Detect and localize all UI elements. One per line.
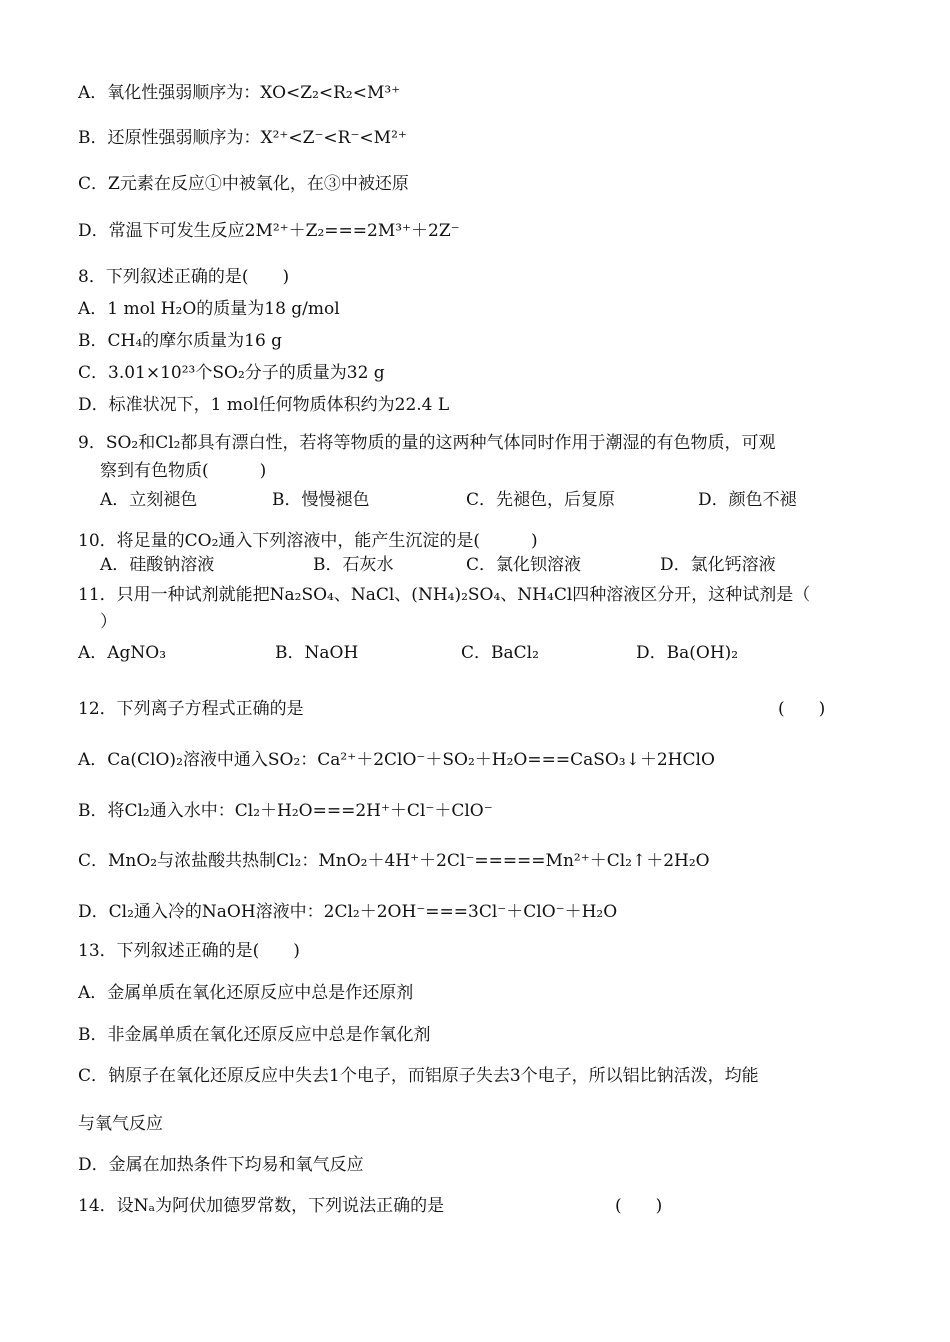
q11-option-a: A．AgNO₃: [78, 643, 167, 663]
q12-option-c: C．MnO₂与浓盐酸共热制Cl₂：MnO₂＋4H⁺＋2Cl⁻=====Mn²⁺＋Cl₂↑＋2H₂O: [78, 851, 710, 871]
q9-option-b: B．慢慢褪色: [272, 490, 370, 510]
q7-option-a: A．氧化性强弱顺序为：XO<Z₂<R₂<M³⁺: [78, 83, 401, 103]
q12-option-b: B．将Cl₂通入水中：Cl₂＋H₂O===2H⁺＋Cl⁻＋ClO⁻: [78, 801, 493, 821]
q10-stem: 10．将足量的CO₂通入下列溶液中，能产生沉淀的是( ): [78, 531, 538, 551]
q14-stem: 14．设Nₐ为阿伏加德罗常数，下列说法正确的是: [78, 1196, 445, 1216]
q12-option-a: A．Ca(ClO)₂溶液中通入SO₂：Ca²⁺＋2ClO⁻＋SO₂＋H₂O===CaSO₃↓＋2HClO: [78, 750, 715, 770]
q9-option-c: C．先褪色，后复原: [466, 490, 616, 510]
q9-option-a: A．立刻褪色: [100, 490, 198, 510]
q7-option-d: D．常温下可发生反应2M²⁺＋Z₂===2M³⁺＋2Z⁻: [78, 221, 460, 241]
q13-option-a: A．金属单质在氧化还原反应中总是作还原剂: [78, 983, 414, 1003]
q8-option-d: D．标准状况下，1 mol任何物质体积约为22.4 L: [78, 395, 450, 415]
q12-stem: 12．下列离子方程式正确的是: [78, 699, 304, 719]
q11-option-b: B．NaOH: [275, 643, 359, 663]
q10-option-b: B．石灰水: [313, 555, 394, 575]
q11-stem-line2: ）: [100, 612, 117, 632]
q7-option-c: C．Z元素在反应①中被氧化，在③中被还原: [78, 174, 409, 194]
q8-option-b: B．CH₄的摩尔质量为16 g: [78, 331, 283, 351]
q11-stem-line1: 11．只用一种试剂就能把Na₂SO₄、NaCl、(NH₄)₂SO₄、NH₄Cl四种溶液区分开，这种试剂是（: [78, 585, 811, 605]
q10-option-c: C．氯化钡溶液: [466, 555, 582, 575]
q13-option-c-line1: C．钠原子在氧化还原反应中失去1个电子，而铝原子失去3个电子，所以铝比钠活泼，均能: [78, 1066, 759, 1086]
q12-option-d: D．Cl₂通入冷的NaOH溶液中：2Cl₂＋2OH⁻===3Cl⁻＋ClO⁻＋H₂O: [78, 902, 618, 922]
q13-option-b: B．非金属单质在氧化还原反应中总是作氧化剂: [78, 1025, 431, 1045]
q11-option-c: C．BaCl₂: [461, 643, 539, 663]
q7-option-b: B．还原性强弱顺序为：X²⁺<Z⁻<R⁻<M²⁺: [78, 128, 407, 148]
q8-option-a: A．1 mol H₂O的质量为18 g/mol: [78, 299, 340, 319]
q8-stem: 8．下列叙述正确的是( ): [78, 267, 290, 287]
q13-option-d: D．金属在加热条件下均易和氧气反应: [78, 1155, 364, 1175]
q8-option-c: C．3.01×10²³个SO₂分子的质量为32 g: [78, 363, 385, 383]
q9-option-d: D．颜色不褪: [698, 490, 797, 510]
q12-answer-bracket: ( ): [778, 699, 826, 719]
q13-stem: 13．下列叙述正确的是( ): [78, 941, 300, 961]
q9-stem-line2: 察到有色物质( ): [100, 461, 267, 481]
q10-option-d: D．氯化钙溶液: [660, 555, 776, 575]
q9-stem-line1: 9．SO₂和Cl₂都具有漂白性，若将等物质的量的这两种气体同时作用于潮湿的有色物质，可观: [78, 433, 776, 453]
q13-option-c-line2: 与氧气反应: [78, 1114, 163, 1134]
q11-option-d: D．Ba(OH)₂: [636, 643, 739, 663]
q10-option-a: A．硅酸钠溶液: [100, 555, 215, 575]
q14-answer-bracket: ( ): [615, 1196, 663, 1216]
